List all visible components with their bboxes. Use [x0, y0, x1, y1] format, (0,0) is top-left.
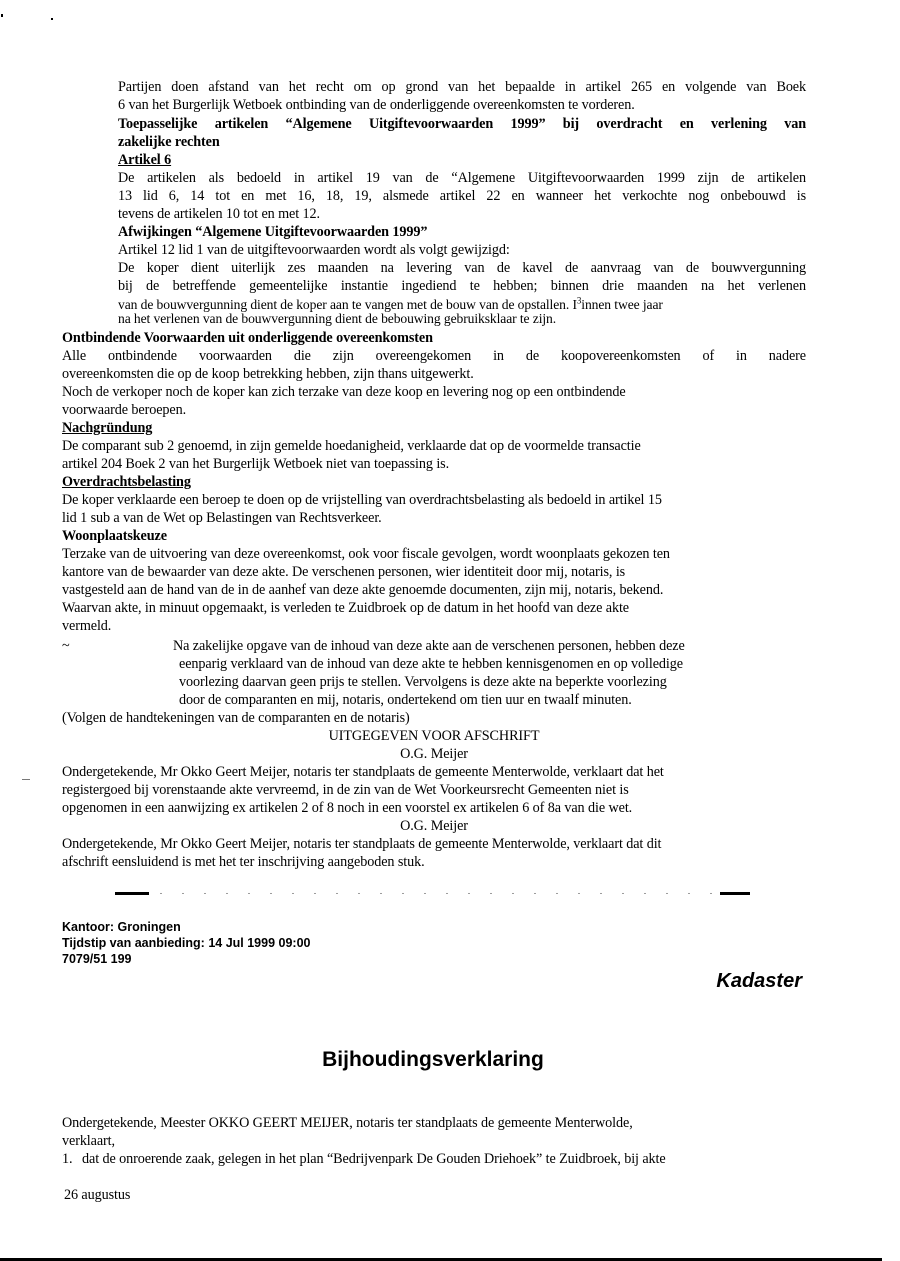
uitgegeven-heading: UITGEGEVEN VOOR AFSCHRIFT: [328, 728, 540, 744]
paragraph-line: na het verlenen van de bouwvergunning dient de bebouwing gebruiksklaar te zijn.: [118, 311, 557, 326]
signature-name: O.G. Meijer: [400, 746, 468, 762]
list-text: dat de onroerende zaak, gelegen in het plan “Bedrijvenpark De Gouden Driehoek” te Zuidbroek, bij akte: [82, 1151, 666, 1167]
signature-name: O.G. Meijer: [400, 818, 468, 834]
paragraph-line: De artikelen als bedoeld in artikel 19 van de “Algemene Uitgiftevoorwaarden 1999 zijn de artikelen: [118, 170, 806, 186]
section-voorwaarden: [62, 329, 806, 635]
dash-mark: ~: [62, 638, 70, 654]
paragraph-line: Noch de verkoper noch de koper kan zich terzake van deze koop en levering nog op een ontbindende: [62, 384, 626, 400]
signatures-note: (Volgen de handtekeningen van de comparanten en de notaris): [62, 710, 410, 726]
registration-number: 7079/51 199: [62, 952, 132, 966]
paragraph-line: door de comparanten en mij, notaris, ondertekend om tien uur en twaalf minuten.: [179, 692, 632, 708]
text-fragment: van de bouwvergunning dient de koper aan te vangen met de bouw van de opstallen. I: [118, 297, 577, 312]
paragraph-line: overeenkomsten die op de koop betrekking hebben, zijn thans uitgewerkt.: [62, 366, 474, 382]
section-bijhouding: [62, 1114, 822, 1168]
paragraph-line: eenparig verklaard van de inhoud van deze akte te hebben kennisgenomen en op volledige: [179, 656, 683, 672]
paragraph-line: bij de betreffende gemeentelijke instantie ingediend te hebben; binnen drie maanden na het verlenen: [118, 278, 806, 294]
paragraph-line: Ondergetekende, Meester OKKO GEERT MEIJER, notaris ter standplaats de gemeente Menterwolde,: [62, 1115, 633, 1131]
paragraph-line: registergoed bij vorenstaande akte vervreemd, in de zin van de Wet Voorkeursrecht Gemeenten niet is: [62, 782, 629, 798]
separator-dots: [150, 892, 720, 894]
paragraph-line: artikel 204 Boek 2 van het Burgerlijk Wetboek niet van toepassing is.: [62, 456, 450, 472]
section-slot: [173, 637, 813, 709]
text-fragment: innen twee jaar: [581, 297, 663, 312]
paragraph-line: De comparant sub 2 genoemd, in zijn gemelde hoedanigheid, verklaarde dat op de voormelde transactie: [62, 438, 641, 454]
heading-ontbindende-voorwaarden: Ontbindende Voorwaarden uit onderliggende overeenkomsten: [62, 330, 433, 346]
paragraph-line: Alle ontbindende voorwaarden die zijn overeengekomen in de koopovereenkomsten of in nadere: [62, 348, 806, 364]
paragraph-line: vastgesteld aan de hand van de in de aanhef van deze akte genoemde documenten, zijn mij, notaris, bekend.: [62, 582, 664, 598]
list-item: [62, 1150, 822, 1168]
separator-mark-right: [720, 892, 750, 895]
paragraph-line: opgenomen in een aanwijzing ex artikelen 2 of 8 noch in een voorstel ex artikelen 6 of 8a van die wet.: [62, 800, 633, 816]
paragraph-line: Terzake van de uitvoering van deze overeenkomst, ook voor fiscale gevolgen, wordt woonplaats gekozen ten: [62, 546, 670, 562]
paragraph-line: tevens de artikelen 10 tot en met 12.: [118, 206, 320, 222]
scan-speck: [51, 18, 53, 20]
separator-mark-left: [115, 892, 149, 895]
paragraph-line: 13 lid 6, 14 tot en met 16, 18, 19, alsmede artikel 22 en wanneer het verkochte nog onbebouwd is: [118, 188, 806, 204]
heading-overdrachtsbelasting: Overdrachtsbelasting: [62, 474, 191, 490]
heading-nachgrundung: Nachgründung: [62, 420, 153, 436]
paragraph-line: Waarvan akte, in minuut opgemaakt, is verleden te Zuidbroek op de datum in het hoofd van deze akte: [62, 600, 630, 616]
paragraph-line: afschrift eensluidend is met het ter inschrijving aangeboden stuk.: [62, 854, 425, 870]
paragraph-line: kantore van de bewaarder van deze akte. De verschenen personen, wier identiteit door mij, notaris, is: [62, 564, 626, 580]
paragraph-line: Ondergetekende, Mr Okko Geert Meijer, notaris ter standplaats de gemeente Menterwolde, verklaart dat het: [62, 764, 664, 780]
paragraph-line: Partijen doen afstand van het recht om op grond van het bepaalde in artikel 265 en volgende van Boek: [118, 79, 806, 95]
paragraph-line: lid 1 sub a van de Wet op Belastingen van Rechtsverkeer.: [62, 510, 382, 526]
paragraph-line: Artikel 12 lid 1 van de uitgiftevoorwaarden wordt als volgt gewijzigd:: [118, 242, 510, 258]
superscript-mark: 3: [576, 295, 582, 306]
paragraph-line: voorwaarde beroepen.: [62, 402, 187, 418]
paragraph-line: Ondergetekende, Mr Okko Geert Meijer, notaris ter standplaats de gemeente Menterwolde, verklaart dat dit: [62, 836, 662, 852]
list-number: 1.: [62, 1151, 73, 1167]
kantoor-label: Kantoor: Groningen: [62, 920, 181, 934]
page-title: Bijhoudingsverklaring: [322, 1048, 544, 1071]
registration-stamp: [62, 919, 310, 967]
section-afschrift: [62, 709, 806, 871]
paragraph-line: vermeld.: [62, 618, 112, 634]
paragraph-line: [118, 295, 806, 312]
kadaster-logo: Kadaster: [716, 970, 802, 992]
heading-artikel-6: Artikel 6: [118, 152, 172, 168]
scan-speck: [22, 779, 30, 780]
paragraph-line: De koper dient uiterlijk zes maanden na levering van de kavel de aanvraag van de bouwvergunning: [118, 260, 806, 276]
paragraph-line: voorlezing daarvan geen prijs te stellen. Vervolgens is deze akte na beperkte voorlezing: [179, 674, 667, 690]
tijdstip-aanbieding: Tijdstip van aanbieding: 14 Jul 1999 09:00: [62, 936, 311, 950]
date-fragment: 26 augustus: [64, 1187, 131, 1203]
heading-toepasselijke-artikelen-cont: zakelijke rechten: [118, 134, 220, 150]
paragraph-line: verklaart,: [62, 1133, 115, 1149]
paragraph-line: 6 van het Burgerlijk Wetboek ontbinding van de onderliggende overeenkomsten te vorderen.: [118, 97, 635, 113]
section-ontbinding-afstand: [118, 78, 806, 326]
heading-woonplaatskeuze: Woonplaatskeuze: [62, 528, 167, 544]
paragraph-line: De koper verklaarde een beroep te doen op de vrijstelling van overdrachtsbelasting als bedoeld in artikel 15: [62, 492, 662, 508]
paragraph-line: Na zakelijke opgave van de inhoud van deze akte aan de verschenen personen, hebben deze: [173, 638, 685, 654]
scan-speck: [1, 14, 3, 17]
heading-toepasselijke-artikelen: Toepasselijke artikelen “Algemene Uitgiftevoorwaarden 1999” bij overdracht en verlening van: [118, 116, 806, 132]
heading-afwijkingen: Afwijkingen “Algemene Uitgiftevoorwaarden 1999”: [118, 224, 428, 240]
